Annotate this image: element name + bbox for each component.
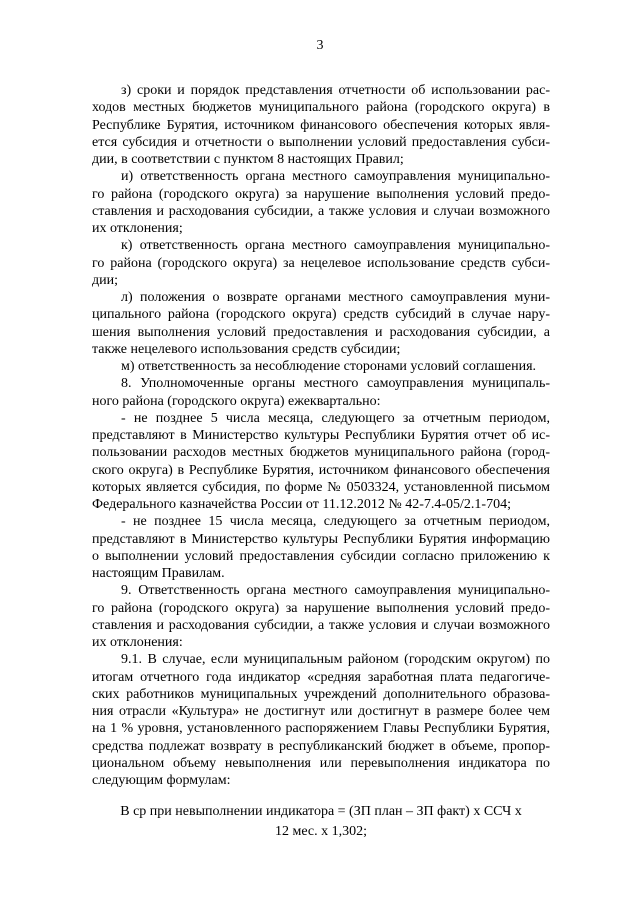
text-line: к) ответственность органа местного самоуправления муниципально- [121, 238, 550, 254]
text-line: циональном объему невыполнения или перевыполнения индикатора по [92, 755, 550, 771]
text-line: ставления и расходования субсидии, а также условия и случаи возможного [92, 203, 550, 219]
formula-block [92, 802, 550, 842]
text-line: м) ответственность за несоблюдение сторонами условий соглашения. [121, 359, 537, 374]
text-line: пользовании расходов местных бюджетов муниципального района (город- [92, 445, 550, 461]
text-line: следующим формулам: [92, 773, 231, 788]
text-line: представляют в Министерство культуры Республики Бурятия информацию [92, 531, 550, 547]
text-line: Республике Бурятия, источником финансового обеспечения которых явля- [92, 117, 550, 133]
text-line: настоящим Правилам. [92, 566, 225, 581]
body-text [92, 82, 550, 789]
text-line: ходов местных бюджетов муниципального района (городского округа) в [92, 100, 550, 116]
formula-line: 12 мес. х 1,302; [274, 824, 368, 839]
text-line: представляют в Министерство культуры Республики Бурятия отчет об ис- [92, 428, 550, 443]
text-line: - не позднее 15 числа месяца, следующего за отчетным периодом, [121, 514, 550, 530]
text-line: шения выполнения условий предоставления и расходования субсидии, а [92, 324, 550, 340]
text-line: Федерального казначейства России от 11.12.2012 № 42-7.4-05/2.1-704; [92, 497, 511, 512]
text-line: го района (городского округа) за нарушение выполнения условий предо- [92, 186, 550, 202]
text-line: их отклонения: [92, 635, 183, 650]
text-line: дии; [92, 272, 118, 288]
text-line: ставления и расходования субсидии, а также условия и случаи возможного [92, 617, 550, 633]
text-line: которых является субсидия, по форме № 0503324, установленной письмом [92, 479, 550, 495]
text-line: о выполнении условий предоставления субсидии согласно приложению к [92, 548, 550, 564]
text-line: ного района (городского округа) ежеквартально: [92, 393, 381, 409]
text-line: ется субсидия и отчетности о выполнении условий предоставления субси- [92, 134, 550, 150]
text-line: - не позднее 5 числа месяца, следующего за отчетным периодом, [121, 410, 550, 426]
text-line: го района (городского округа) за нецелевое использование средств субси- [92, 255, 550, 271]
text-line: ципального района (городского округа) средств субсидий в случае нару- [92, 307, 550, 323]
text-line: ского округа) в Республике Бурятия, источником финансового обеспечения [92, 462, 550, 478]
text-line: з) сроки и порядок представления отчетности об использовании рас- [121, 83, 550, 98]
text-line: ния отрасли «Культура» не достигнут или достигнут в размере более чем [92, 704, 550, 719]
text-line: их отклонения; [92, 221, 183, 236]
text-line: средства подлежат возврату в республиканский бюджет в объеме, пропор- [92, 738, 550, 754]
text-line: 9.1. В случае, если муниципальным районом (городским округом) по [121, 652, 550, 668]
text-line: дии, в соответствии с пунктом 8 настоящих Правил; [92, 152, 404, 167]
text-line: итогам отчетного года индикатор «средняя заработная плата педагогиче- [92, 669, 550, 685]
text-line: ских работников муниципальных учреждений дополнительного образова- [92, 686, 550, 702]
formula-line: В ср при невыполнении индикатора = (ЗП план – ЗП факт) х ССЧ х [120, 804, 522, 819]
text-line: на 1 % уровня, установленного распоряжением Главы Республики Бурятия, [92, 721, 550, 737]
text-line: также нецелевого использования средств субсидии; [92, 341, 401, 357]
text-line: го района (городского округа) за нарушение выполнения условий предо- [92, 600, 550, 616]
text-line: 8. Уполномоченные органы местного самоуправления муниципаль- [121, 376, 550, 392]
page-number: 3 [316, 38, 324, 53]
text-line: и) ответственность органа местного самоуправления муниципально- [121, 169, 550, 185]
text-line: 9. Ответственность органа местного самоуправления муниципально- [121, 583, 550, 599]
text-line: л) положения о возврате органами местного самоуправления муни- [121, 290, 550, 305]
